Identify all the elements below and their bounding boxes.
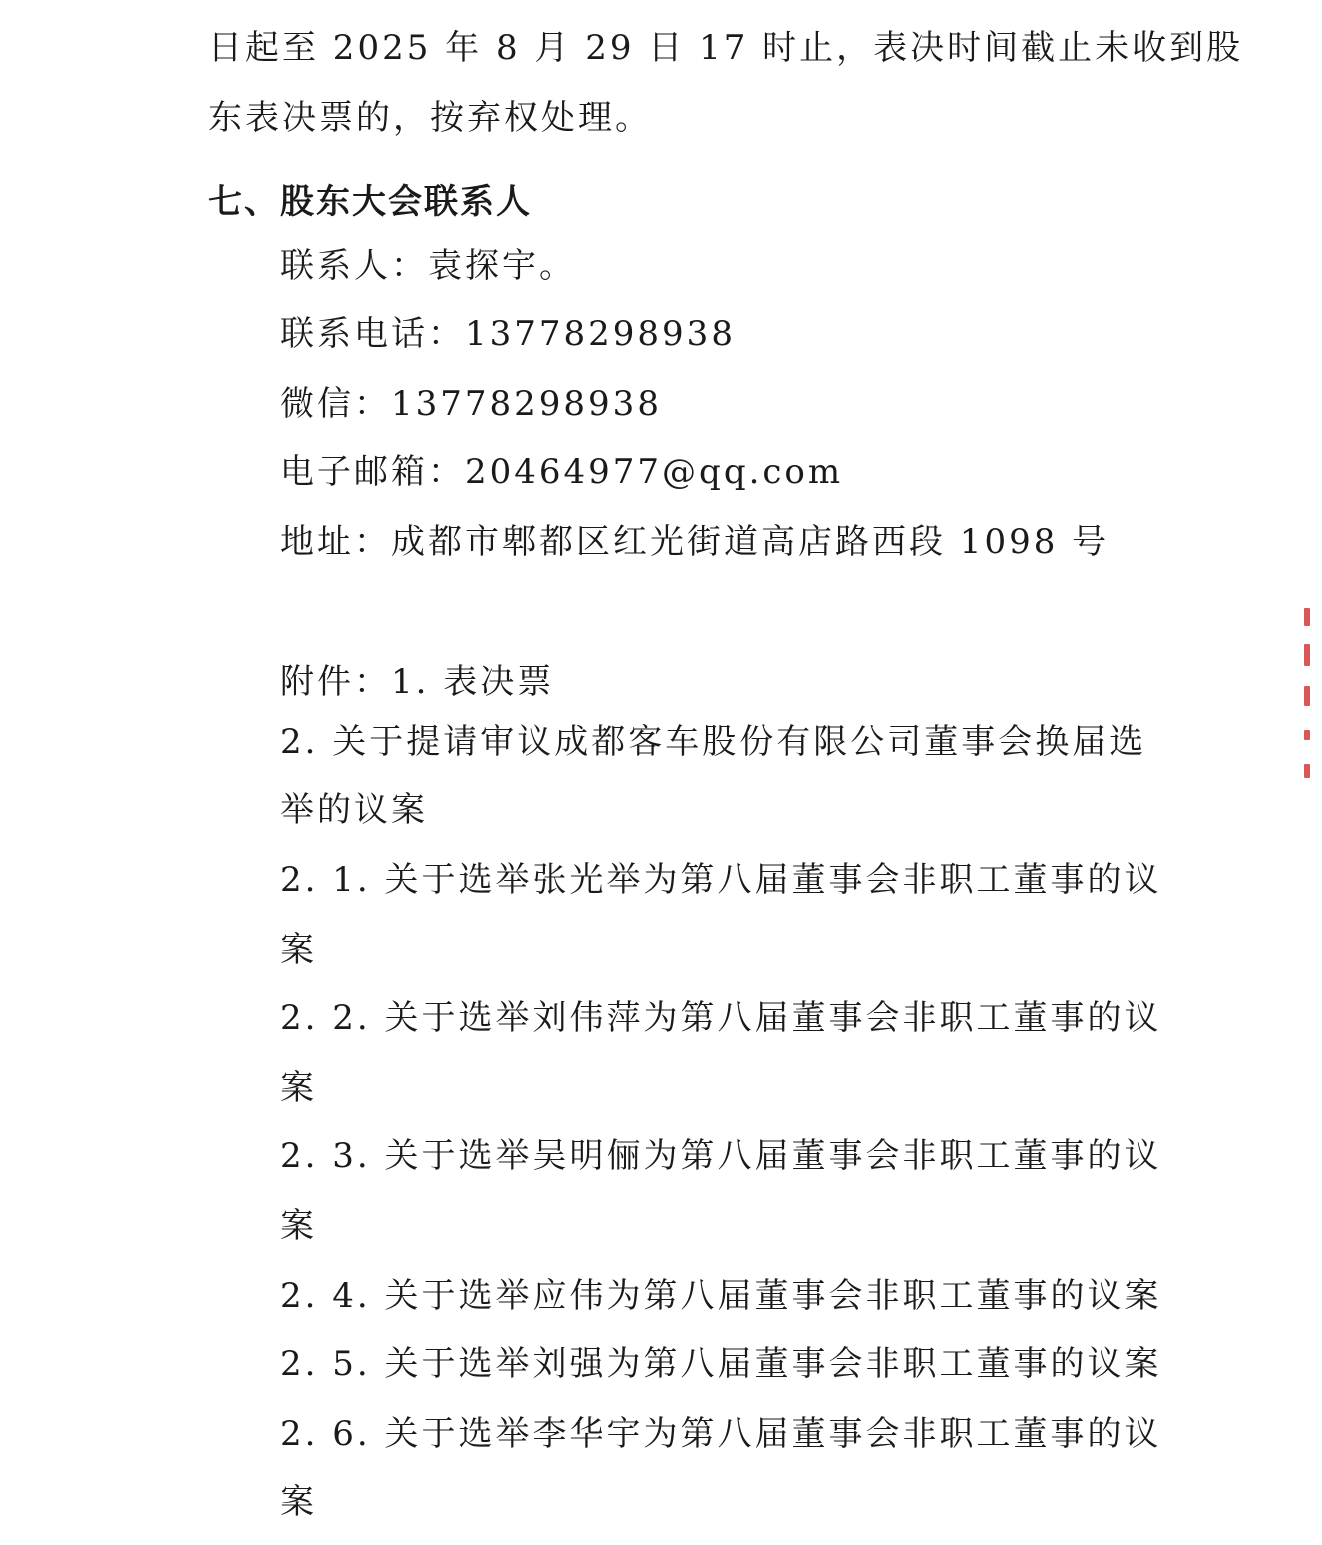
- contact-address: 地址：成都市郫都区红光街道高店路西段 1098 号: [280, 522, 1110, 562]
- contact-phone: 联系电话：13778298938: [280, 314, 736, 354]
- attachment-2-line-2: 举的议案: [280, 790, 428, 830]
- attachment-2-line-1: 2. 关于提请审议成都客车股份有限公司董事会换届选: [280, 722, 1147, 762]
- seal-edge-mark: [1304, 644, 1310, 666]
- seal-edge-marks: [1300, 600, 1314, 790]
- contact-person: 联系人：袁探宇。: [280, 246, 576, 286]
- paragraph-line-1: 日起至 2025 年 8 月 29 日 17 时止，表决时间截止未收到股: [208, 28, 1244, 68]
- section-heading: 七、股东大会联系人: [208, 182, 532, 222]
- seal-edge-mark: [1304, 730, 1310, 740]
- attachment-1: 附件：1. 表决票: [280, 662, 555, 702]
- attachment-2-3-line-1: 2. 3. 关于选举吴明俪为第八届董事会非职工董事的议: [280, 1136, 1162, 1176]
- seal-edge-mark: [1304, 764, 1310, 778]
- seal-edge-mark: [1304, 608, 1310, 626]
- attachment-2-1-line-1: 2. 1. 关于选举张光举为第八届董事会非职工董事的议: [280, 860, 1162, 900]
- attachment-2-6-line-2: 案: [280, 1482, 317, 1522]
- attachment-2-2-line-1: 2. 2. 关于选举刘伟萍为第八届董事会非职工董事的议: [280, 998, 1162, 1038]
- attachment-2-1-line-2: 案: [280, 930, 317, 970]
- attachment-2-2-line-2: 案: [280, 1068, 317, 1108]
- contact-wechat: 微信：13778298938: [280, 384, 662, 424]
- attachment-2-4: 2. 4. 关于选举应伟为第八届董事会非职工董事的议案: [280, 1276, 1162, 1316]
- attachment-2-6-line-1: 2. 6. 关于选举李华宇为第八届董事会非职工董事的议: [280, 1414, 1162, 1454]
- contact-email: 电子邮箱：20464977@qq.com: [280, 452, 844, 492]
- seal-edge-mark: [1304, 686, 1310, 706]
- paragraph-line-2: 东表决票的，按弃权处理。: [208, 98, 652, 138]
- attachment-2-3-line-2: 案: [280, 1206, 317, 1246]
- attachment-2-5: 2. 5. 关于选举刘强为第八届董事会非职工董事的议案: [280, 1344, 1162, 1384]
